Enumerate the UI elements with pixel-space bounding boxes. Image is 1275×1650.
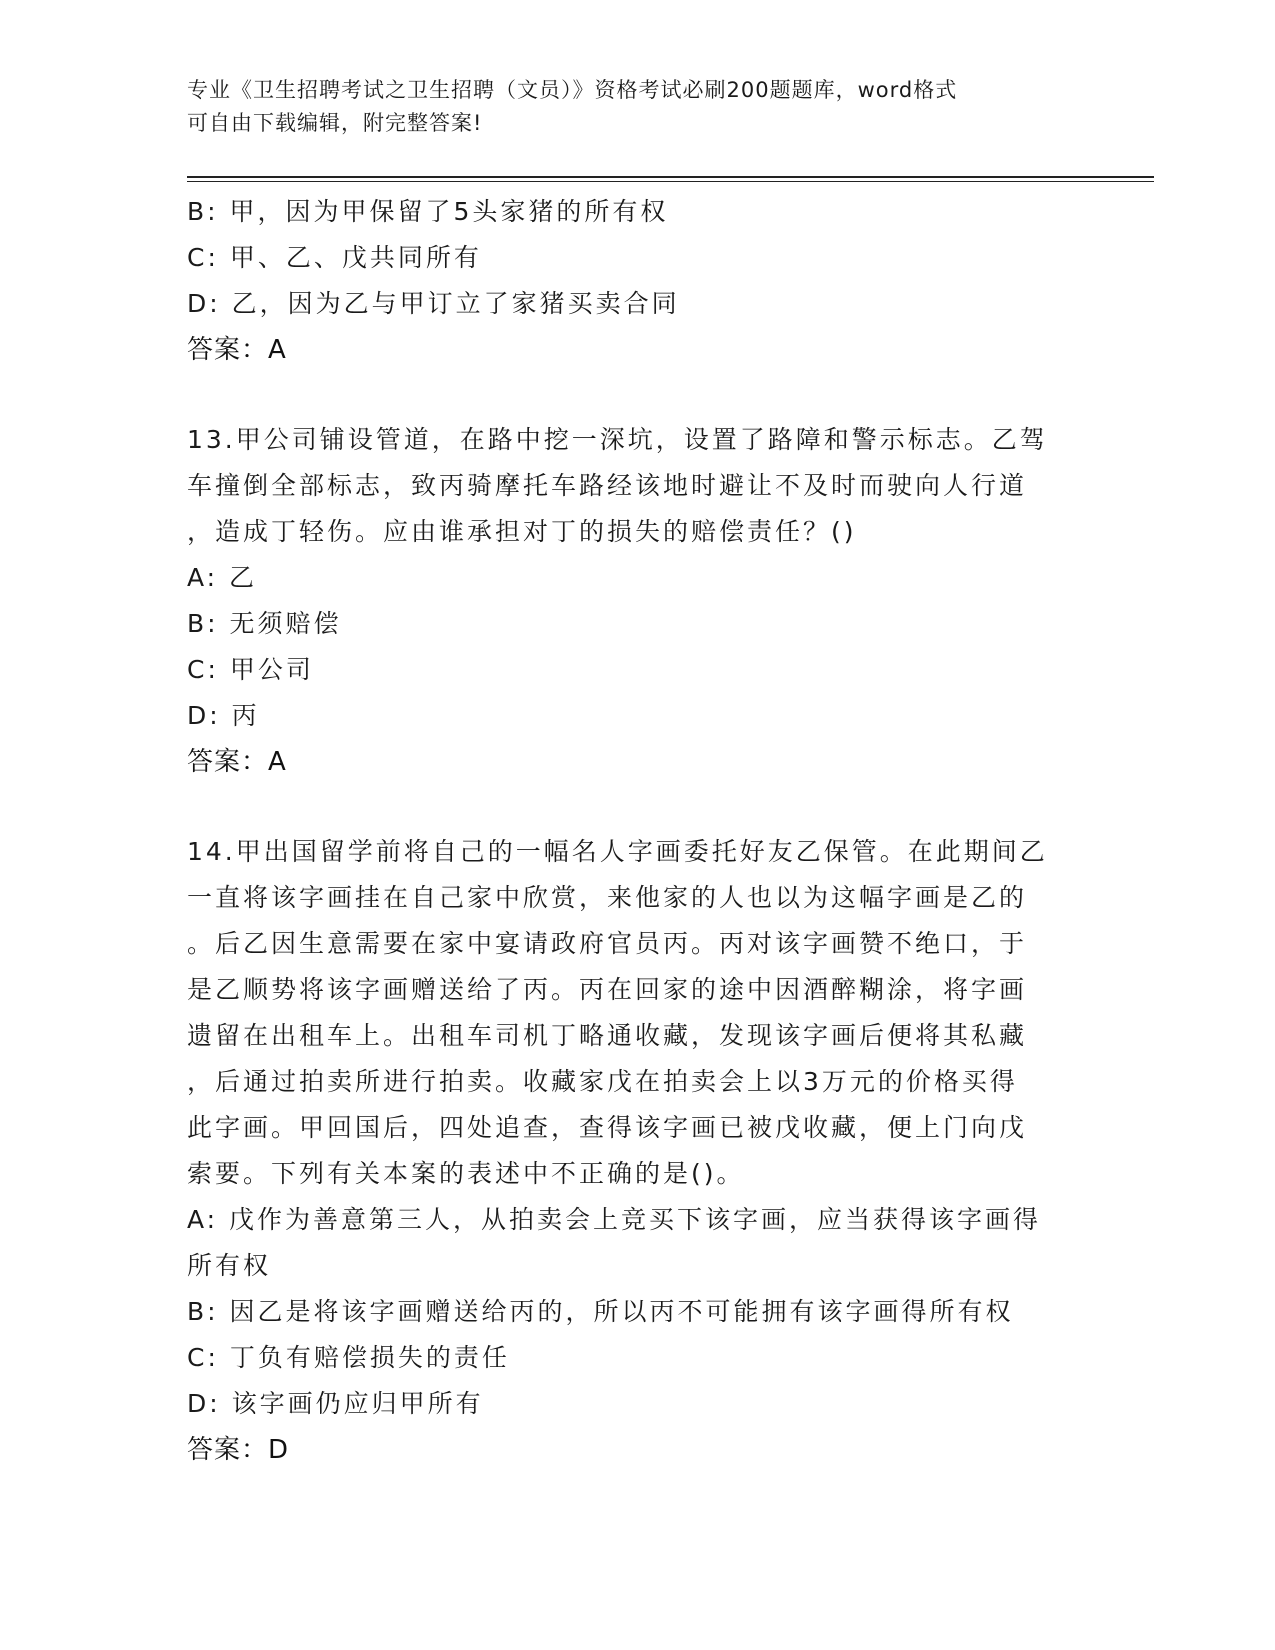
option-d: D: 该字画仍应归甲所有 [187,1389,484,1418]
answer-line: 答案：A [187,335,287,365]
option-d: D: 丙 [187,701,260,730]
question-stem-line: 遗留在出租车上。出租车司机丁略通收藏，发现该字画后便将其私藏 [187,1021,1028,1050]
question-14 [187,829,1082,1473]
header-line-1: 专业《卫生招聘考试之卫生招聘（文员）》资格考试必刷200题题库，word格式 [187,78,958,102]
question-13 [187,417,1082,785]
question-stem-line: 一直将该字画挂在自己家中欣赏，来他家的人也以为这幅字画是乙的 [187,883,1028,912]
header-line-2: 可自由下载编辑，附完整答案! [187,111,483,135]
document-body [187,189,1082,1473]
header-divider [187,176,1154,182]
spacer [187,373,1082,417]
question-12-continued [187,189,1082,373]
question-stem-line: ，后通过拍卖所进行拍卖。收藏家戊在拍卖会上以3万元的价格买得 [187,1067,1018,1096]
option-b: B: 无须赔偿 [187,609,342,638]
option-a: A: 戊作为善意第三人，从拍卖会上竞买下该字画，应当获得该字画得 [187,1205,1042,1234]
option-c: C: 丁负有赔偿损失的责任 [187,1343,510,1372]
document-header [187,74,1067,140]
option-a: A: 乙 [187,563,258,592]
question-stem-line: 索要。下列有关本案的表述中不正确的是()。 [187,1159,745,1188]
option-c: C: 甲公司 [187,655,314,684]
question-stem-line: 此字画。甲回国后，四处追查，查得该字画已被戊收藏，便上门向戊 [187,1113,1028,1142]
spacer [187,785,1082,829]
option-b: B: 因乙是将该字画赠送给丙的，所以丙不可能拥有该字画得所有权 [187,1297,1014,1326]
question-stem-line: 。后乙因生意需要在家中宴请政府官员丙。丙对该字画赞不绝口，于 [187,929,1028,958]
option-d: D: 乙，因为乙与甲订立了家猪买卖合同 [187,289,680,318]
question-stem-line: 13.甲公司铺设管道，在路中挖一深坑，设置了路障和警示标志。乙驾 [187,425,1048,454]
option-a-continued: 所有权 [187,1251,272,1280]
answer-line: 答案：A [187,747,287,777]
question-stem-line: 是乙顺势将该字画赠送给了丙。丙在回家的途中因酒醉糊涂，将字画 [187,975,1028,1004]
question-stem-line: ，造成丁轻伤。应由谁承担对丁的损失的赔偿责任？() [187,517,857,546]
question-stem-line: 车撞倒全部标志，致丙骑摩托车路经该地时避让不及时而驶向人行道 [187,471,1028,500]
option-c: C: 甲、乙、戊共同所有 [187,243,482,272]
answer-line: 答案：D [187,1435,290,1465]
question-stem-line: 14.甲出国留学前将自己的一幅名人字画委托好友乙保管。在此期间乙 [187,837,1048,866]
option-b: B: 甲，因为甲保留了5头家猪的所有权 [187,197,669,226]
